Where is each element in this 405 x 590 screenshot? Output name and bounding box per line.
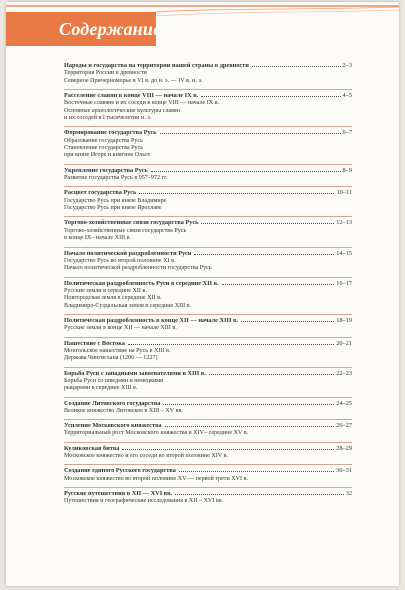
toc-section — [64, 165, 352, 188]
toc-entry-title: Создание Литовского государства — [64, 399, 161, 407]
leader-dots — [201, 92, 340, 97]
toc-subentry: Новгородская земля в середине XII в. — [64, 295, 162, 302]
toc-section — [64, 127, 352, 164]
toc-subentry: Торгово-хозяйственные связи государства Русь — [64, 227, 187, 234]
toc-entry-pages: 22–23 — [336, 369, 352, 377]
leader-dots — [179, 467, 334, 472]
toc-entry-title: Усиление Московского княжества — [64, 422, 162, 430]
toc-subentry: Государство Русь при князе Владимире — [64, 197, 167, 204]
toc-subentry: Основные археологические культуры славян — [64, 107, 180, 114]
toc-entry-pages: 20–21 — [336, 339, 352, 347]
toc-entry[interactable] — [64, 340, 352, 348]
toc-subentry: Монгольское нашествие на Русь в XIII в. — [64, 347, 171, 354]
leader-dots — [194, 250, 334, 255]
toc-entry-pages: 28–29 — [336, 444, 352, 452]
toc-subentry: Владимиро-Суздальская земля в середине XIII в. — [64, 302, 192, 309]
leader-dots — [252, 62, 341, 67]
leader-dots — [122, 445, 334, 450]
toc-entry[interactable] — [64, 167, 352, 175]
toc-entry-title: Создание единого Русского государства — [64, 467, 176, 475]
leader-dots — [209, 370, 334, 375]
toc-subentry: Держава Чингисхана (1206 — 1227) — [64, 355, 158, 362]
toc-entry-title: Куликовская битва — [64, 444, 120, 452]
toc-entry-title: Борьба Руси с западными завоевателями в XIII в. — [64, 369, 206, 377]
toc-entry[interactable] — [64, 280, 352, 288]
toc-subentry: при князе Игоре и княгине Ольге — [64, 152, 151, 159]
toc-section — [64, 465, 352, 488]
toc-subentry: Территория России в древности — [64, 70, 147, 77]
toc-section — [64, 488, 352, 510]
leader-dots — [241, 317, 334, 322]
toc-entry-title: Расцвет государства Русь — [64, 189, 137, 197]
toc-entry[interactable] — [64, 445, 352, 453]
toc-entry[interactable] — [64, 467, 352, 475]
toc-entry[interactable] — [64, 400, 352, 408]
toc-section — [64, 368, 352, 398]
toc-entry-pages: 4–5 — [342, 92, 352, 100]
toc-entry-pages: 6–7 — [342, 129, 352, 137]
toc-section — [64, 420, 352, 443]
toc-subentry: и их соседей в I тысячелетии н. э. — [64, 115, 152, 122]
toc-entry[interactable] — [64, 370, 352, 378]
leader-dots — [165, 422, 335, 427]
toc-subentry: Образование государства Русь — [64, 137, 143, 144]
toc-section — [64, 315, 352, 338]
page-title: Содержание — [59, 19, 162, 39]
toc-subentry: Московское княжество во второй половине XV — первой трети XVI в. — [64, 475, 248, 482]
toc-entry-title: Политическая раздробленность в конце XII — начале XIII в. — [64, 316, 238, 324]
toc-subentry: Борьба Руси со шведами и немецкими — [64, 377, 164, 384]
toc-section — [64, 278, 352, 315]
toc-entry-pages: 10–11 — [336, 189, 352, 197]
toc-entry[interactable] — [64, 92, 352, 100]
toc-subentry: Территориальный рост Московского княжества в XIV– середине XV в. — [64, 430, 249, 437]
toc-subentry: Начало политической раздробленности государства Русь — [64, 265, 212, 272]
leader-dots — [201, 219, 334, 224]
toc-entry-title: Политическая раздробленность Руси в середине XII в. — [64, 279, 219, 287]
toc-entry-pages: 30–31 — [336, 467, 352, 475]
toc-subentry: Государство Русь при князе Ярославе — [64, 205, 162, 212]
toc-subentry: Путешествия и географические исследования в XII – XVI вв. — [64, 498, 224, 505]
table-of-contents — [64, 60, 352, 510]
toc-subentry: Московское княжество и его соседи во второй половине XIV в. — [64, 453, 229, 459]
toc-entry[interactable] — [64, 219, 352, 227]
toc-entry-title: Торгово-хозяйственные связи государства Русь — [64, 219, 199, 227]
toc-entry[interactable] — [64, 189, 352, 197]
toc-section — [64, 60, 352, 90]
leader-dots — [139, 189, 334, 194]
toc-section — [64, 443, 352, 466]
toc-entry[interactable] — [64, 317, 352, 325]
toc-section — [64, 90, 352, 127]
toc-subentry: Государство Русь во второй половине XI в. — [64, 257, 176, 264]
toc-subentry: Русские земли в середине XII в. — [64, 287, 147, 294]
contents-page — [6, 2, 399, 586]
toc-subentry: Восточные славяне и их соседи в конце VIII — начале IX в. — [64, 100, 220, 107]
toc-entry-pages: 26–27 — [336, 422, 352, 430]
toc-section — [64, 187, 352, 217]
toc-entry-title: Расселение славян в конце VIII — начале IX в. — [64, 92, 199, 100]
leader-dots — [163, 400, 334, 405]
toc-entry-title: Русские путешествия в XII — XVI вв. — [64, 490, 173, 498]
leader-dots — [128, 340, 334, 345]
toc-entry-title: Укрепление государства Русь — [64, 166, 148, 174]
leader-dots — [151, 167, 341, 172]
toc-entry-pages: 16–17 — [336, 279, 352, 287]
toc-section — [64, 248, 352, 278]
toc-section — [64, 398, 352, 421]
toc-section — [64, 338, 352, 368]
toc-subentry: в конце IX– начале XIII в. — [64, 235, 132, 242]
leader-dots — [160, 129, 341, 134]
toc-entry-title: Формирование государства Русь — [64, 129, 157, 137]
toc-entry[interactable] — [64, 250, 352, 258]
toc-entry-pages: 24–25 — [336, 399, 352, 407]
leader-dots — [175, 490, 344, 495]
toc-entry-pages: 2–3 — [342, 62, 352, 69]
toc-entry[interactable] — [64, 490, 352, 498]
toc-entry[interactable] — [64, 129, 352, 137]
toc-subentry: Становление государства Русь — [64, 145, 144, 152]
toc-entry-pages: 8–9 — [342, 166, 352, 174]
toc-subentry: Русские земли в конце XII — начале XIII в. — [64, 325, 177, 332]
toc-entry-title: Начало политической раздробленности Руси — [64, 249, 192, 257]
toc-subentry: рыцарями в середине XIII в. — [64, 385, 138, 392]
toc-entry-title: Народы и государства на территории нашей страны в древности — [64, 62, 249, 69]
toc-section — [64, 217, 352, 247]
toc-subentry: Северное Причерноморье в VI в. до н. э. — IV в. н. э. — [64, 77, 203, 84]
toc-entry-pages: 18–19 — [336, 316, 352, 324]
toc-entry-pages: 32 — [345, 490, 352, 498]
toc-entry-pages: 12–13 — [336, 219, 352, 227]
toc-entry-title: Нашествие с Востока — [64, 339, 125, 347]
toc-entry[interactable] — [64, 62, 352, 70]
toc-subentry: Развитие государства Русь в 957–972 гг. — [64, 175, 168, 182]
toc-subentry: Великое княжество Литовское в XIII – XV вв. — [64, 407, 183, 414]
leader-dots — [222, 280, 335, 285]
toc-entry-pages: 14–15 — [336, 249, 352, 257]
